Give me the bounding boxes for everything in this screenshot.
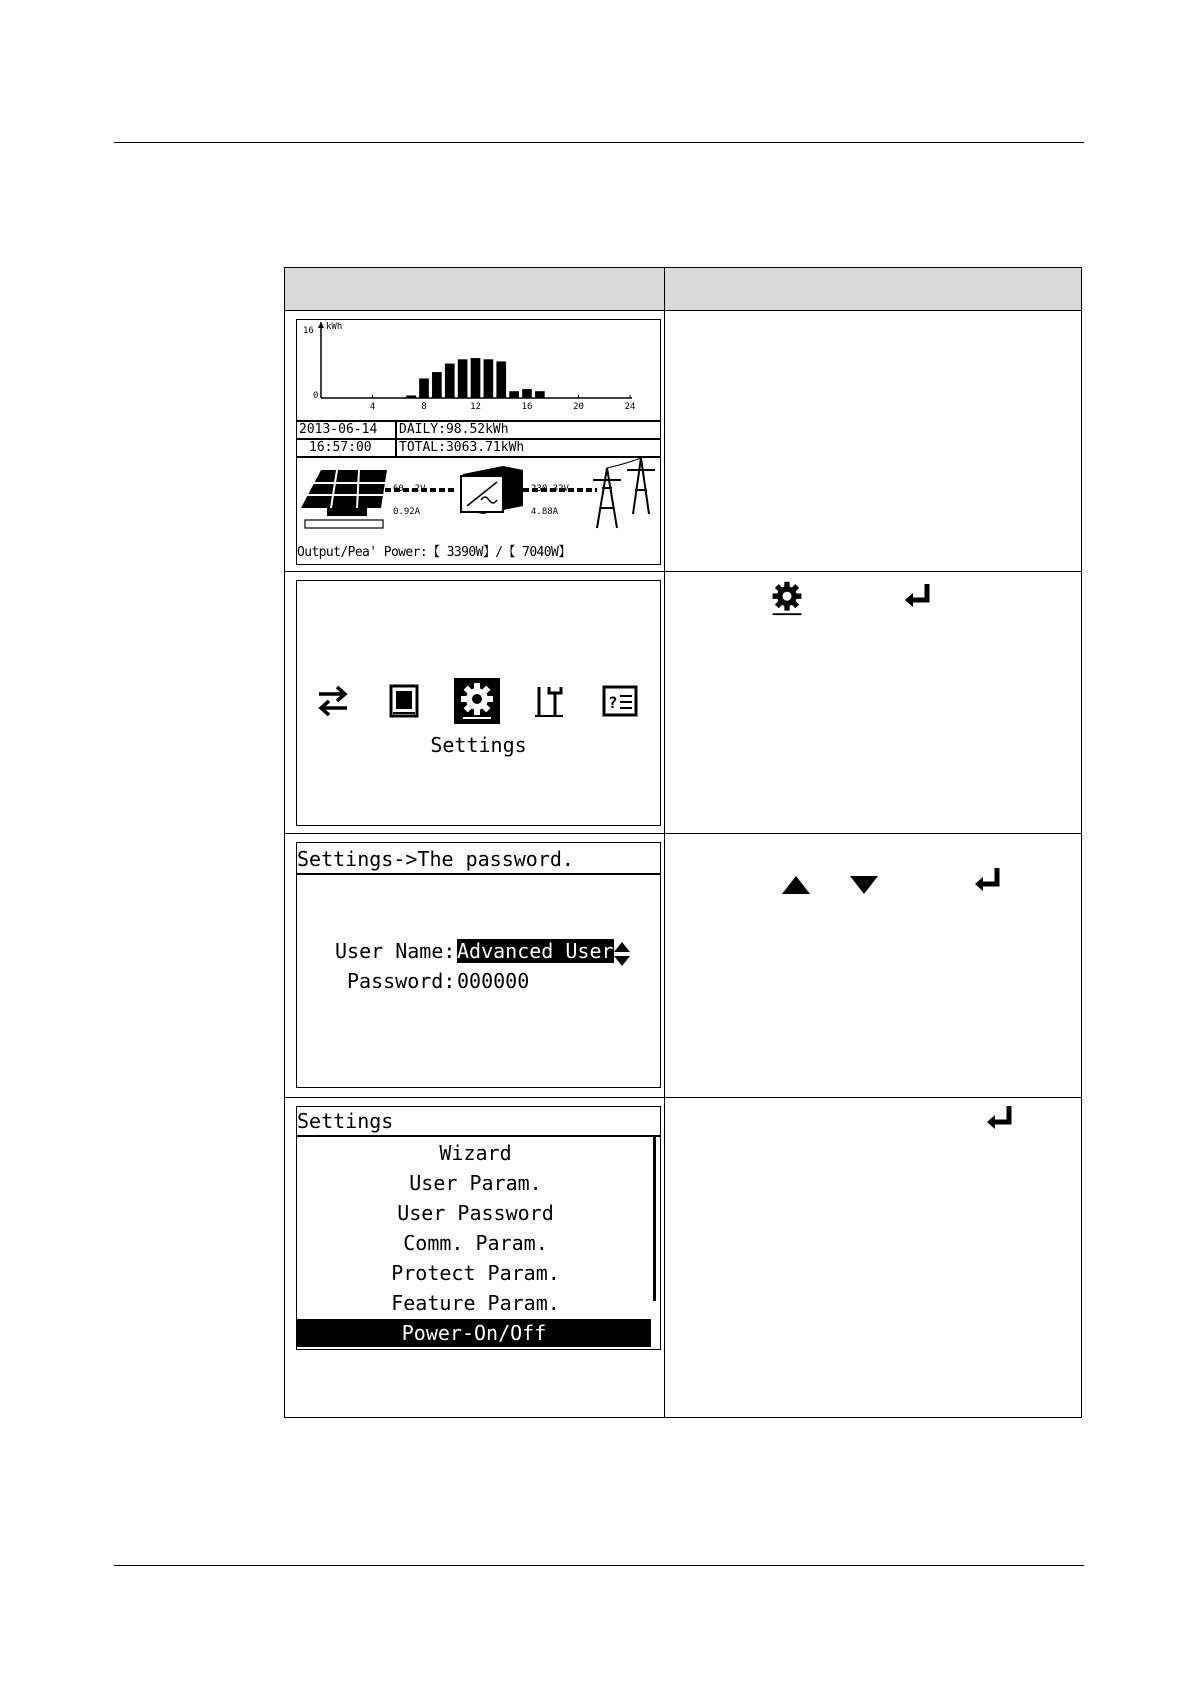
description-cell bbox=[664, 572, 1081, 834]
svg-text:?: ? bbox=[608, 693, 618, 712]
pv-voltage: 60 .2V bbox=[393, 484, 426, 494]
output-power-line: Output/Pea' Power:【 3390W】/【 7040W】 bbox=[297, 545, 571, 560]
grid-current: 4.88A bbox=[531, 507, 559, 517]
chart-bar bbox=[496, 361, 506, 398]
date-readout: 2013-06-14 bbox=[299, 422, 378, 437]
screen-title: Settings->The password. bbox=[297, 847, 574, 871]
gear-icon[interactable] bbox=[454, 678, 500, 724]
transfer-icon[interactable] bbox=[310, 678, 356, 724]
chart-bar bbox=[432, 372, 442, 398]
user-name-select[interactable]: Advanced User bbox=[457, 939, 614, 963]
table-row bbox=[285, 834, 1082, 1098]
enter-key-icon bbox=[985, 1104, 1015, 1132]
settings-item-power-on-off[interactable]: Power-On/Off bbox=[297, 1319, 651, 1347]
chart-bar bbox=[458, 359, 468, 398]
settings-item-comm-param[interactable]: Comm. Param. bbox=[403, 1231, 548, 1255]
password-label: Password: bbox=[347, 969, 456, 993]
header-rule bbox=[114, 142, 1084, 143]
energy-chart bbox=[297, 320, 660, 418]
table-row bbox=[285, 572, 1082, 834]
chart-bar bbox=[535, 391, 545, 398]
settings-item-protect-param[interactable]: Protect Param. bbox=[391, 1261, 560, 1285]
grid-voltage: 230.32V bbox=[531, 484, 569, 494]
screen-cell bbox=[285, 1098, 665, 1418]
inverter-icon bbox=[461, 466, 523, 514]
enter-key-icon bbox=[973, 866, 1003, 894]
settings-item-user-param[interactable]: User Param. bbox=[409, 1171, 542, 1195]
scrollbar[interactable] bbox=[653, 1137, 656, 1301]
power-flow-diagram bbox=[297, 458, 660, 538]
y-tick-label: 16 bbox=[303, 326, 314, 336]
y-axis-arrow bbox=[318, 322, 324, 328]
lcd-menu-screen bbox=[296, 580, 661, 826]
table-row bbox=[285, 311, 1082, 572]
x-tick-label: 16 bbox=[521, 402, 533, 412]
steps-table bbox=[284, 267, 1082, 1418]
up-arrow-icon bbox=[781, 874, 811, 896]
table-row bbox=[285, 1098, 1082, 1418]
x-tick-label: 20 bbox=[573, 402, 584, 412]
screen-title: Settings bbox=[297, 1109, 394, 1133]
down-arrow-icon bbox=[849, 874, 879, 896]
screen-cell bbox=[285, 311, 665, 572]
screen-cell bbox=[285, 834, 665, 1098]
settings-item-user-password[interactable]: User Password bbox=[397, 1201, 554, 1225]
table-header-cell bbox=[664, 268, 1081, 311]
description-cell bbox=[664, 1098, 1081, 1418]
x-tick-label: 12 bbox=[470, 402, 481, 412]
total-energy: TOTAL:3063.71kWh bbox=[399, 440, 525, 455]
daily-energy: DAILY:98.52kWh bbox=[399, 422, 509, 437]
grid-tower-icon bbox=[593, 458, 655, 528]
chart-bar bbox=[509, 391, 519, 398]
time-readout: 16:57:00 bbox=[309, 440, 372, 455]
lcd-password-screen bbox=[296, 842, 661, 1088]
password-field[interactable]: 000000 bbox=[457, 969, 530, 993]
table-header-row bbox=[285, 268, 1082, 311]
settings-item-feature-param[interactable]: Feature Param. bbox=[391, 1291, 560, 1315]
y-tick-label: 0 bbox=[313, 391, 319, 401]
footer-rule bbox=[114, 1565, 1084, 1566]
chart-bar bbox=[445, 364, 455, 398]
pv-current: 0.92A bbox=[393, 507, 421, 517]
lcd-home-screen bbox=[296, 319, 661, 565]
description-cell bbox=[664, 834, 1081, 1098]
y-axis-label: kWh bbox=[326, 322, 343, 332]
tools-icon[interactable] bbox=[526, 678, 572, 724]
enter-key-icon bbox=[903, 582, 933, 610]
screen-cell bbox=[285, 572, 665, 834]
settings-item-wizard[interactable]: Wizard bbox=[439, 1141, 512, 1165]
x-tick-label: 8 bbox=[421, 402, 427, 412]
chart-bar bbox=[522, 389, 532, 398]
x-tick-label: 24 bbox=[624, 402, 636, 412]
chart-bar bbox=[406, 395, 416, 398]
help-icon[interactable] bbox=[597, 678, 643, 724]
chart-bar bbox=[471, 358, 481, 398]
solar-panel-icon bbox=[301, 470, 387, 528]
chart-bar bbox=[484, 359, 494, 398]
menu-selected-label: Settings bbox=[430, 733, 527, 757]
gear-icon bbox=[769, 580, 805, 616]
chart-bar bbox=[419, 378, 429, 398]
table-header-cell bbox=[285, 268, 665, 311]
up-down-arrows-icon[interactable] bbox=[613, 941, 631, 967]
user-name-label: User Name: bbox=[335, 939, 456, 963]
lcd-settings-screen bbox=[296, 1106, 661, 1350]
x-tick-label: 4 bbox=[369, 402, 376, 412]
description-cell bbox=[664, 311, 1081, 572]
book-icon[interactable] bbox=[381, 678, 427, 724]
